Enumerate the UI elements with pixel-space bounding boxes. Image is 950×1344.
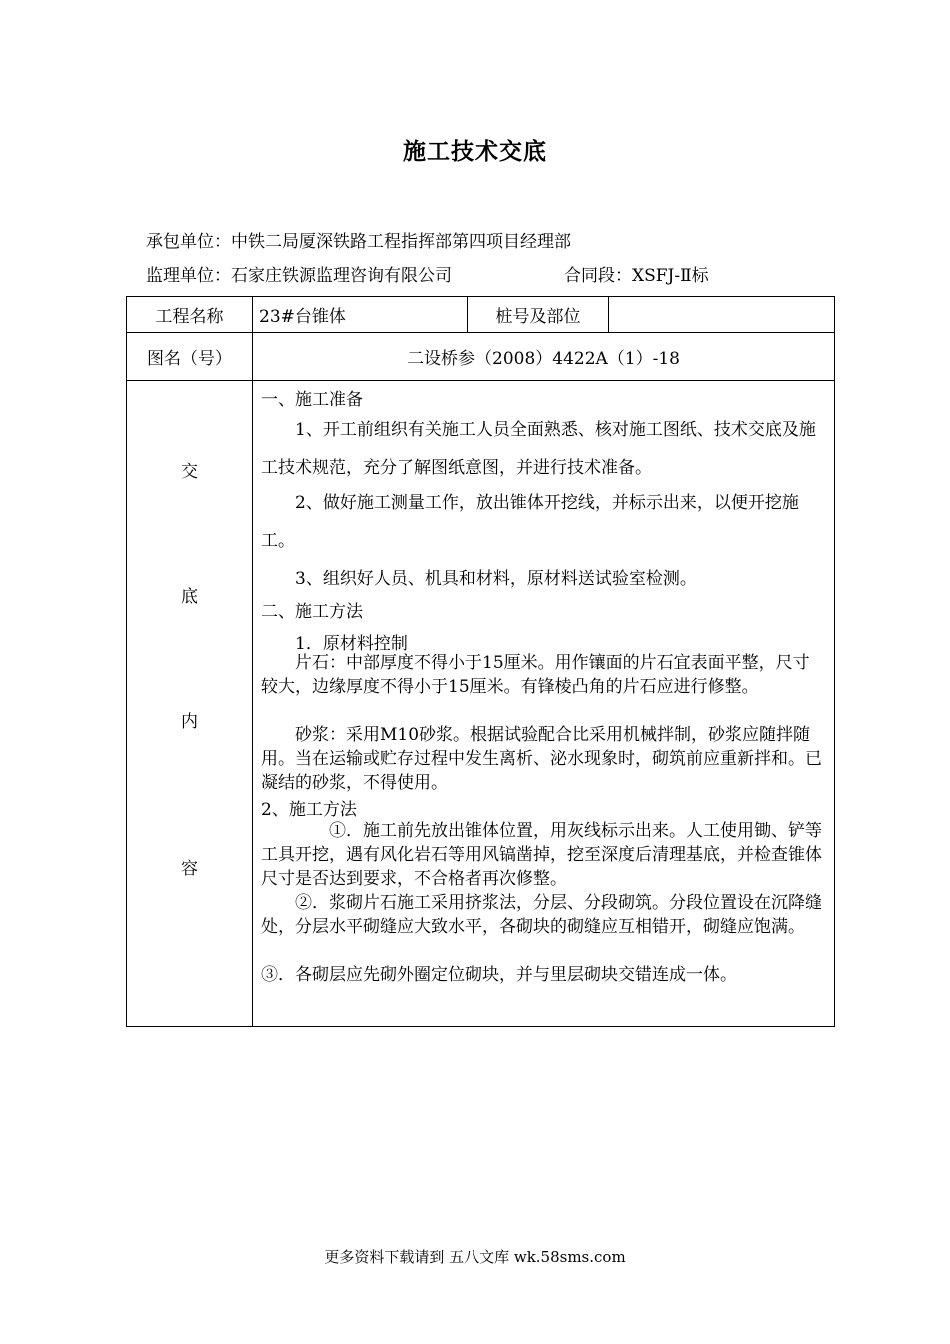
supervisor-line: [146, 261, 452, 286]
contract-label: 合同段：: [564, 266, 632, 286]
side-char: 底: [181, 587, 198, 607]
side-char: 内: [181, 712, 198, 732]
drawing-label: 图名（号）: [127, 333, 253, 381]
paragraph: 3、组织好人员、机具和材料，原材料送试验室检测。: [295, 569, 697, 589]
side-label: [127, 381, 253, 1027]
supervisor-label: 监理单位：: [146, 266, 231, 286]
paragraph: ②．浆砌片石施工采用挤浆法，分层、分段砌筑。分段位置设在沉降缝处，分层水平砌缝应大致水平，各砌块的砌缝应互相错开，砌缝应饱满。: [261, 893, 822, 937]
subsection-heading: 2、施工方法: [261, 800, 357, 820]
station-value: [609, 297, 835, 333]
drawing-row: [127, 333, 835, 381]
contract-value: XSFJ-Ⅱ标: [632, 266, 709, 286]
paragraph: 砂浆：采用M10砂浆。根据试验配合比采用机械拌制，砂浆应随拌随用。当在运输或贮存过程中发生离析、泌水现象时，砌筑前应重新拌和。已凝结的砂浆，不得使用。: [261, 725, 822, 793]
contractor-line: [146, 227, 571, 252]
project-name-value: 23#台锥体: [253, 297, 468, 333]
side-char: 容: [181, 859, 198, 879]
paragraph: ③．各砌层应先砌外圈定位砌块，并与里层砌块交错连成一体。: [261, 965, 737, 985]
section-heading: 一、施工准备: [261, 390, 363, 410]
station-label: 桩号及部位: [468, 297, 609, 333]
paragraph: 2、做好施工测量工作，放出锥体开挖线，并标示出来，以便开挖施工。: [261, 493, 799, 551]
project-row: [127, 297, 835, 333]
contract-line: [564, 261, 709, 286]
project-name-label: 工程名称: [127, 297, 253, 333]
section-heading: 二、施工方法: [261, 602, 363, 622]
disclosure-content: [253, 381, 835, 1027]
paragraph: 片石：中部厚度不得小于15厘米。用作镶面的片石宜表面平整，尺寸较大，边缘厚度不得小于15厘米。有锋棱凸角的片石应进行修整。: [261, 653, 810, 697]
drawing-value: 二设桥参（2008）4422A（1）-18: [253, 333, 835, 381]
paragraph: 1、开工前组织有关施工人员全面熟悉、核对施工图纸、技术交底及施工技术规范，充分了解图纸意图，并进行技术准备。: [261, 420, 816, 478]
side-char: 交: [181, 462, 198, 482]
supervisor-value: 石家庄铁源监理咨询有限公司: [231, 266, 452, 286]
footer-text: 更多资料下载请到 五八文库 wk.58sms.com: [324, 1248, 626, 1266]
page-title: 施工技术交底: [403, 139, 547, 165]
paragraph: ①．施工前先放出锥体位置，用灰线标示出来。人工使用锄、铲等工具开挖，遇有风化岩石等用风镐凿掉，挖至深度后清理基底，并检查锥体尺寸是否达到要求，不合格者再次修整。: [261, 821, 822, 889]
contractor-label: 承包单位：: [146, 232, 231, 252]
subsection-heading: 1．原材料控制: [295, 634, 408, 654]
contractor-value: 中铁二局厦深铁路工程指挥部第四项目经理部: [231, 232, 571, 252]
content-row: [127, 381, 835, 1027]
disclosure-table: [126, 296, 835, 1027]
